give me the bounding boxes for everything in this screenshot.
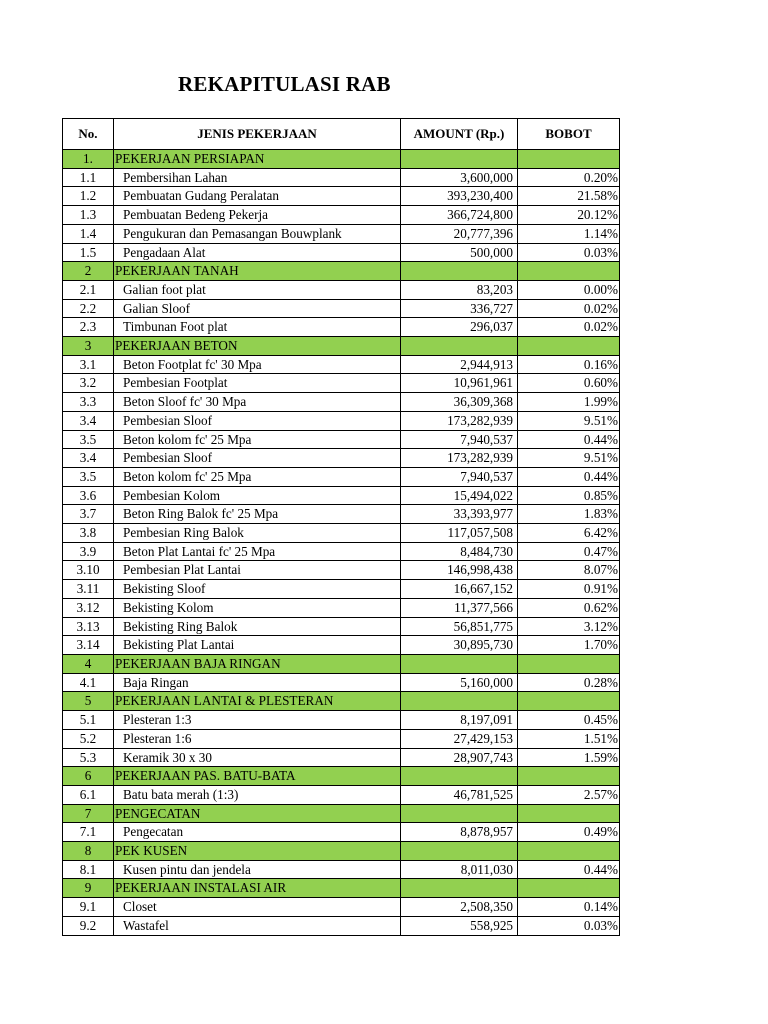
cell-job: PEK KUSEN (114, 842, 401, 861)
cell-job: Baja Ringan (114, 673, 401, 692)
cell-amount: 20,777,396 (401, 224, 518, 243)
cell-bobot: 0.91% (518, 580, 620, 599)
group-row (63, 262, 620, 281)
table-row (63, 187, 620, 206)
cell-job: PEKERJAAN PERSIAPAN (114, 150, 401, 169)
cell-bobot: 0.16% (518, 355, 620, 374)
cell-job: Bekisting Sloof (114, 580, 401, 599)
cell-bobot: 9.51% (518, 411, 620, 430)
cell-bobot (518, 262, 620, 281)
cell-job: Galian Sloof (114, 299, 401, 318)
cell-bobot: 0.45% (518, 711, 620, 730)
table-row (63, 785, 620, 804)
cell-no: 2.3 (63, 318, 114, 337)
cell-job: Beton Footplat fc' 30 Mpa (114, 355, 401, 374)
cell-amount (401, 654, 518, 673)
cell-bobot: 0.60% (518, 374, 620, 393)
group-row (63, 804, 620, 823)
table-row (63, 467, 620, 486)
cell-bobot: 0.00% (518, 280, 620, 299)
cell-bobot: 6.42% (518, 524, 620, 543)
cell-no: 3.4 (63, 449, 114, 468)
cell-amount: 56,851,775 (401, 617, 518, 636)
cell-job: Batu bata merah (1:3) (114, 785, 401, 804)
cell-bobot: 0.03% (518, 916, 620, 935)
cell-job: Pembesian Kolom (114, 486, 401, 505)
cell-bobot: 20.12% (518, 206, 620, 225)
cell-amount: 173,282,939 (401, 411, 518, 430)
group-row (63, 150, 620, 169)
table-row (63, 617, 620, 636)
cell-job: PEKERJAAN PAS. BATU-BATA (114, 767, 401, 786)
cell-job: Closet (114, 898, 401, 917)
cell-bobot: 21.58% (518, 187, 620, 206)
cell-amount: 30,895,730 (401, 636, 518, 655)
cell-amount: 336,727 (401, 299, 518, 318)
cell-no: 4 (63, 654, 114, 673)
cell-bobot: 0.02% (518, 299, 620, 318)
cell-no: 6.1 (63, 785, 114, 804)
group-row (63, 842, 620, 861)
cell-job: Pengecatan (114, 823, 401, 842)
cell-no: 3.8 (63, 524, 114, 543)
cell-bobot: 0.02% (518, 318, 620, 337)
group-row (63, 337, 620, 356)
table-row (63, 374, 620, 393)
cell-job: Beton Ring Balok fc' 25 Mpa (114, 505, 401, 524)
table-row (63, 411, 620, 430)
group-row (63, 654, 620, 673)
cell-bobot: 0.49% (518, 823, 620, 842)
cell-amount: 36,309,368 (401, 393, 518, 412)
cell-bobot: 0.20% (518, 168, 620, 187)
cell-no: 1. (63, 150, 114, 169)
cell-amount (401, 262, 518, 281)
table-row (63, 206, 620, 225)
cell-no: 4.1 (63, 673, 114, 692)
cell-no: 5 (63, 692, 114, 711)
cell-job: Pembesian Sloof (114, 449, 401, 468)
cell-amount: 83,203 (401, 280, 518, 299)
cell-bobot (518, 767, 620, 786)
cell-bobot: 0.62% (518, 598, 620, 617)
table-row (63, 860, 620, 879)
table-row (63, 542, 620, 561)
cell-amount: 500,000 (401, 243, 518, 262)
header-job: JENIS PEKERJAAN (114, 119, 401, 150)
cell-no: 1.1 (63, 168, 114, 187)
cell-job: Beton kolom fc' 25 Mpa (114, 467, 401, 486)
cell-no: 5.1 (63, 711, 114, 730)
table-row (63, 224, 620, 243)
cell-bobot: 1.99% (518, 393, 620, 412)
cell-job: Pembesian Ring Balok (114, 524, 401, 543)
cell-bobot: 0.14% (518, 898, 620, 917)
cell-bobot: 0.44% (518, 860, 620, 879)
cell-amount: 558,925 (401, 916, 518, 935)
cell-amount (401, 767, 518, 786)
cell-no: 1.5 (63, 243, 114, 262)
cell-bobot (518, 337, 620, 356)
cell-bobot: 0.44% (518, 467, 620, 486)
cell-bobot (518, 654, 620, 673)
table-row (63, 598, 620, 617)
cell-amount (401, 804, 518, 823)
cell-amount: 146,998,438 (401, 561, 518, 580)
cell-bobot (518, 150, 620, 169)
cell-job: Wastafel (114, 916, 401, 935)
cell-bobot: 9.51% (518, 449, 620, 468)
cell-job: Pembesian Sloof (114, 411, 401, 430)
cell-no: 1.4 (63, 224, 114, 243)
cell-no: 3.14 (63, 636, 114, 655)
header-row (63, 119, 620, 150)
cell-bobot: 0.03% (518, 243, 620, 262)
cell-amount: 393,230,400 (401, 187, 518, 206)
cell-no: 1.2 (63, 187, 114, 206)
table-row (63, 636, 620, 655)
cell-no: 8 (63, 842, 114, 861)
cell-no: 1.3 (63, 206, 114, 225)
cell-no: 7 (63, 804, 114, 823)
cell-amount (401, 692, 518, 711)
cell-job: Pembuatan Gudang Peralatan (114, 187, 401, 206)
cell-job: Pembesian Plat Lantai (114, 561, 401, 580)
group-row (63, 767, 620, 786)
cell-amount: 10,961,961 (401, 374, 518, 393)
cell-amount: 117,057,508 (401, 524, 518, 543)
table-row (63, 898, 620, 917)
table-row (63, 299, 620, 318)
cell-amount: 16,667,152 (401, 580, 518, 599)
cell-bobot: 1.51% (518, 729, 620, 748)
table-row (63, 243, 620, 262)
header-no: No. (63, 119, 114, 150)
cell-job: Bekisting Kolom (114, 598, 401, 617)
table-row (63, 280, 620, 299)
cell-no: 9.1 (63, 898, 114, 917)
cell-job: PEKERJAAN BETON (114, 337, 401, 356)
cell-amount: 8,484,730 (401, 542, 518, 561)
cell-job: Pembersihan Lahan (114, 168, 401, 187)
cell-job: Timbunan Foot plat (114, 318, 401, 337)
table-row (63, 505, 620, 524)
cell-amount: 2,944,913 (401, 355, 518, 374)
cell-no: 3.5 (63, 430, 114, 449)
cell-bobot: 1.14% (518, 224, 620, 243)
cell-job: Plesteran 1:6 (114, 729, 401, 748)
cell-no: 5.3 (63, 748, 114, 767)
table-header (63, 119, 620, 150)
cell-no: 3.5 (63, 467, 114, 486)
table-row (63, 916, 620, 935)
cell-no: 9.2 (63, 916, 114, 935)
cell-job: Pembesian Footplat (114, 374, 401, 393)
cell-bobot: 0.28% (518, 673, 620, 692)
table-row (63, 430, 620, 449)
table-row (63, 748, 620, 767)
table-row (63, 355, 620, 374)
cell-job: PEKERJAAN INSTALASI AIR (114, 879, 401, 898)
cell-amount: 46,781,525 (401, 785, 518, 804)
table-row (63, 318, 620, 337)
cell-no: 3 (63, 337, 114, 356)
cell-job: Beton Plat Lantai fc' 25 Mpa (114, 542, 401, 561)
cell-bobot: 0.44% (518, 430, 620, 449)
cell-amount: 2,508,350 (401, 898, 518, 917)
cell-no: 2 (63, 262, 114, 281)
cell-amount: 33,393,977 (401, 505, 518, 524)
table-row (63, 729, 620, 748)
cell-amount: 27,429,153 (401, 729, 518, 748)
cell-no: 3.11 (63, 580, 114, 599)
cell-amount: 366,724,800 (401, 206, 518, 225)
cell-bobot (518, 804, 620, 823)
cell-job: Bekisting Ring Balok (114, 617, 401, 636)
cell-no: 3.1 (63, 355, 114, 374)
cell-bobot: 2.57% (518, 785, 620, 804)
cell-amount: 7,940,537 (401, 430, 518, 449)
cell-amount: 3,600,000 (401, 168, 518, 187)
cell-no: 5.2 (63, 729, 114, 748)
cell-job: Pengukuran dan Pemasangan Bouwplank (114, 224, 401, 243)
table-body (63, 150, 620, 936)
cell-no: 2.1 (63, 280, 114, 299)
table-row (63, 393, 620, 412)
cell-no: 2.2 (63, 299, 114, 318)
rab-table (62, 118, 620, 936)
cell-bobot: 0.85% (518, 486, 620, 505)
cell-bobot (518, 879, 620, 898)
cell-no: 3.13 (63, 617, 114, 636)
cell-job: Plesteran 1:3 (114, 711, 401, 730)
header-bobot: BOBOT (518, 119, 620, 150)
group-row (63, 692, 620, 711)
cell-amount: 8,197,091 (401, 711, 518, 730)
cell-bobot: 1.83% (518, 505, 620, 524)
cell-no: 3.10 (63, 561, 114, 580)
table-row (63, 711, 620, 730)
cell-no: 3.6 (63, 486, 114, 505)
cell-job: Beton kolom fc' 25 Mpa (114, 430, 401, 449)
cell-job: Bekisting Plat Lantai (114, 636, 401, 655)
cell-no: 6 (63, 767, 114, 786)
cell-job: Pengadaan Alat (114, 243, 401, 262)
cell-amount (401, 842, 518, 861)
cell-bobot (518, 842, 620, 861)
cell-job: PENGECATAN (114, 804, 401, 823)
cell-amount: 28,907,743 (401, 748, 518, 767)
cell-no: 3.9 (63, 542, 114, 561)
table-row (63, 561, 620, 580)
cell-job: PEKERJAAN TANAH (114, 262, 401, 281)
cell-amount: 296,037 (401, 318, 518, 337)
cell-job: Keramik 30 x 30 (114, 748, 401, 767)
table-row (63, 449, 620, 468)
cell-amount: 15,494,022 (401, 486, 518, 505)
cell-amount: 173,282,939 (401, 449, 518, 468)
cell-job: Kusen pintu dan jendela (114, 860, 401, 879)
cell-amount: 8,011,030 (401, 860, 518, 879)
cell-no: 3.2 (63, 374, 114, 393)
group-row (63, 879, 620, 898)
cell-job: PEKERJAAN LANTAI & PLESTERAN (114, 692, 401, 711)
table-row (63, 486, 620, 505)
cell-bobot: 3.12% (518, 617, 620, 636)
cell-job: Pembuatan Bedeng Pekerja (114, 206, 401, 225)
table-row (63, 524, 620, 543)
cell-no: 3.12 (63, 598, 114, 617)
cell-job: Galian foot plat (114, 280, 401, 299)
cell-amount (401, 150, 518, 169)
cell-no: 9 (63, 879, 114, 898)
page-title: REKAPITULASI RAB (178, 72, 391, 96)
cell-amount (401, 337, 518, 356)
cell-amount: 5,160,000 (401, 673, 518, 692)
cell-no: 3.4 (63, 411, 114, 430)
cell-bobot: 1.70% (518, 636, 620, 655)
table-row (63, 580, 620, 599)
cell-job: PEKERJAAN BAJA RINGAN (114, 654, 401, 673)
cell-no: 8.1 (63, 860, 114, 879)
cell-no: 7.1 (63, 823, 114, 842)
cell-amount (401, 879, 518, 898)
cell-no: 3.3 (63, 393, 114, 412)
cell-job: Beton Sloof fc' 30 Mpa (114, 393, 401, 412)
cell-bobot: 8.07% (518, 561, 620, 580)
cell-amount: 7,940,537 (401, 467, 518, 486)
table-row (63, 823, 620, 842)
table-row (63, 168, 620, 187)
cell-amount: 8,878,957 (401, 823, 518, 842)
cell-bobot: 0.47% (518, 542, 620, 561)
header-amount: AMOUNT (Rp.) (401, 119, 518, 150)
cell-bobot (518, 692, 620, 711)
cell-amount: 11,377,566 (401, 598, 518, 617)
table-row (63, 673, 620, 692)
cell-no: 3.7 (63, 505, 114, 524)
cell-bobot: 1.59% (518, 748, 620, 767)
